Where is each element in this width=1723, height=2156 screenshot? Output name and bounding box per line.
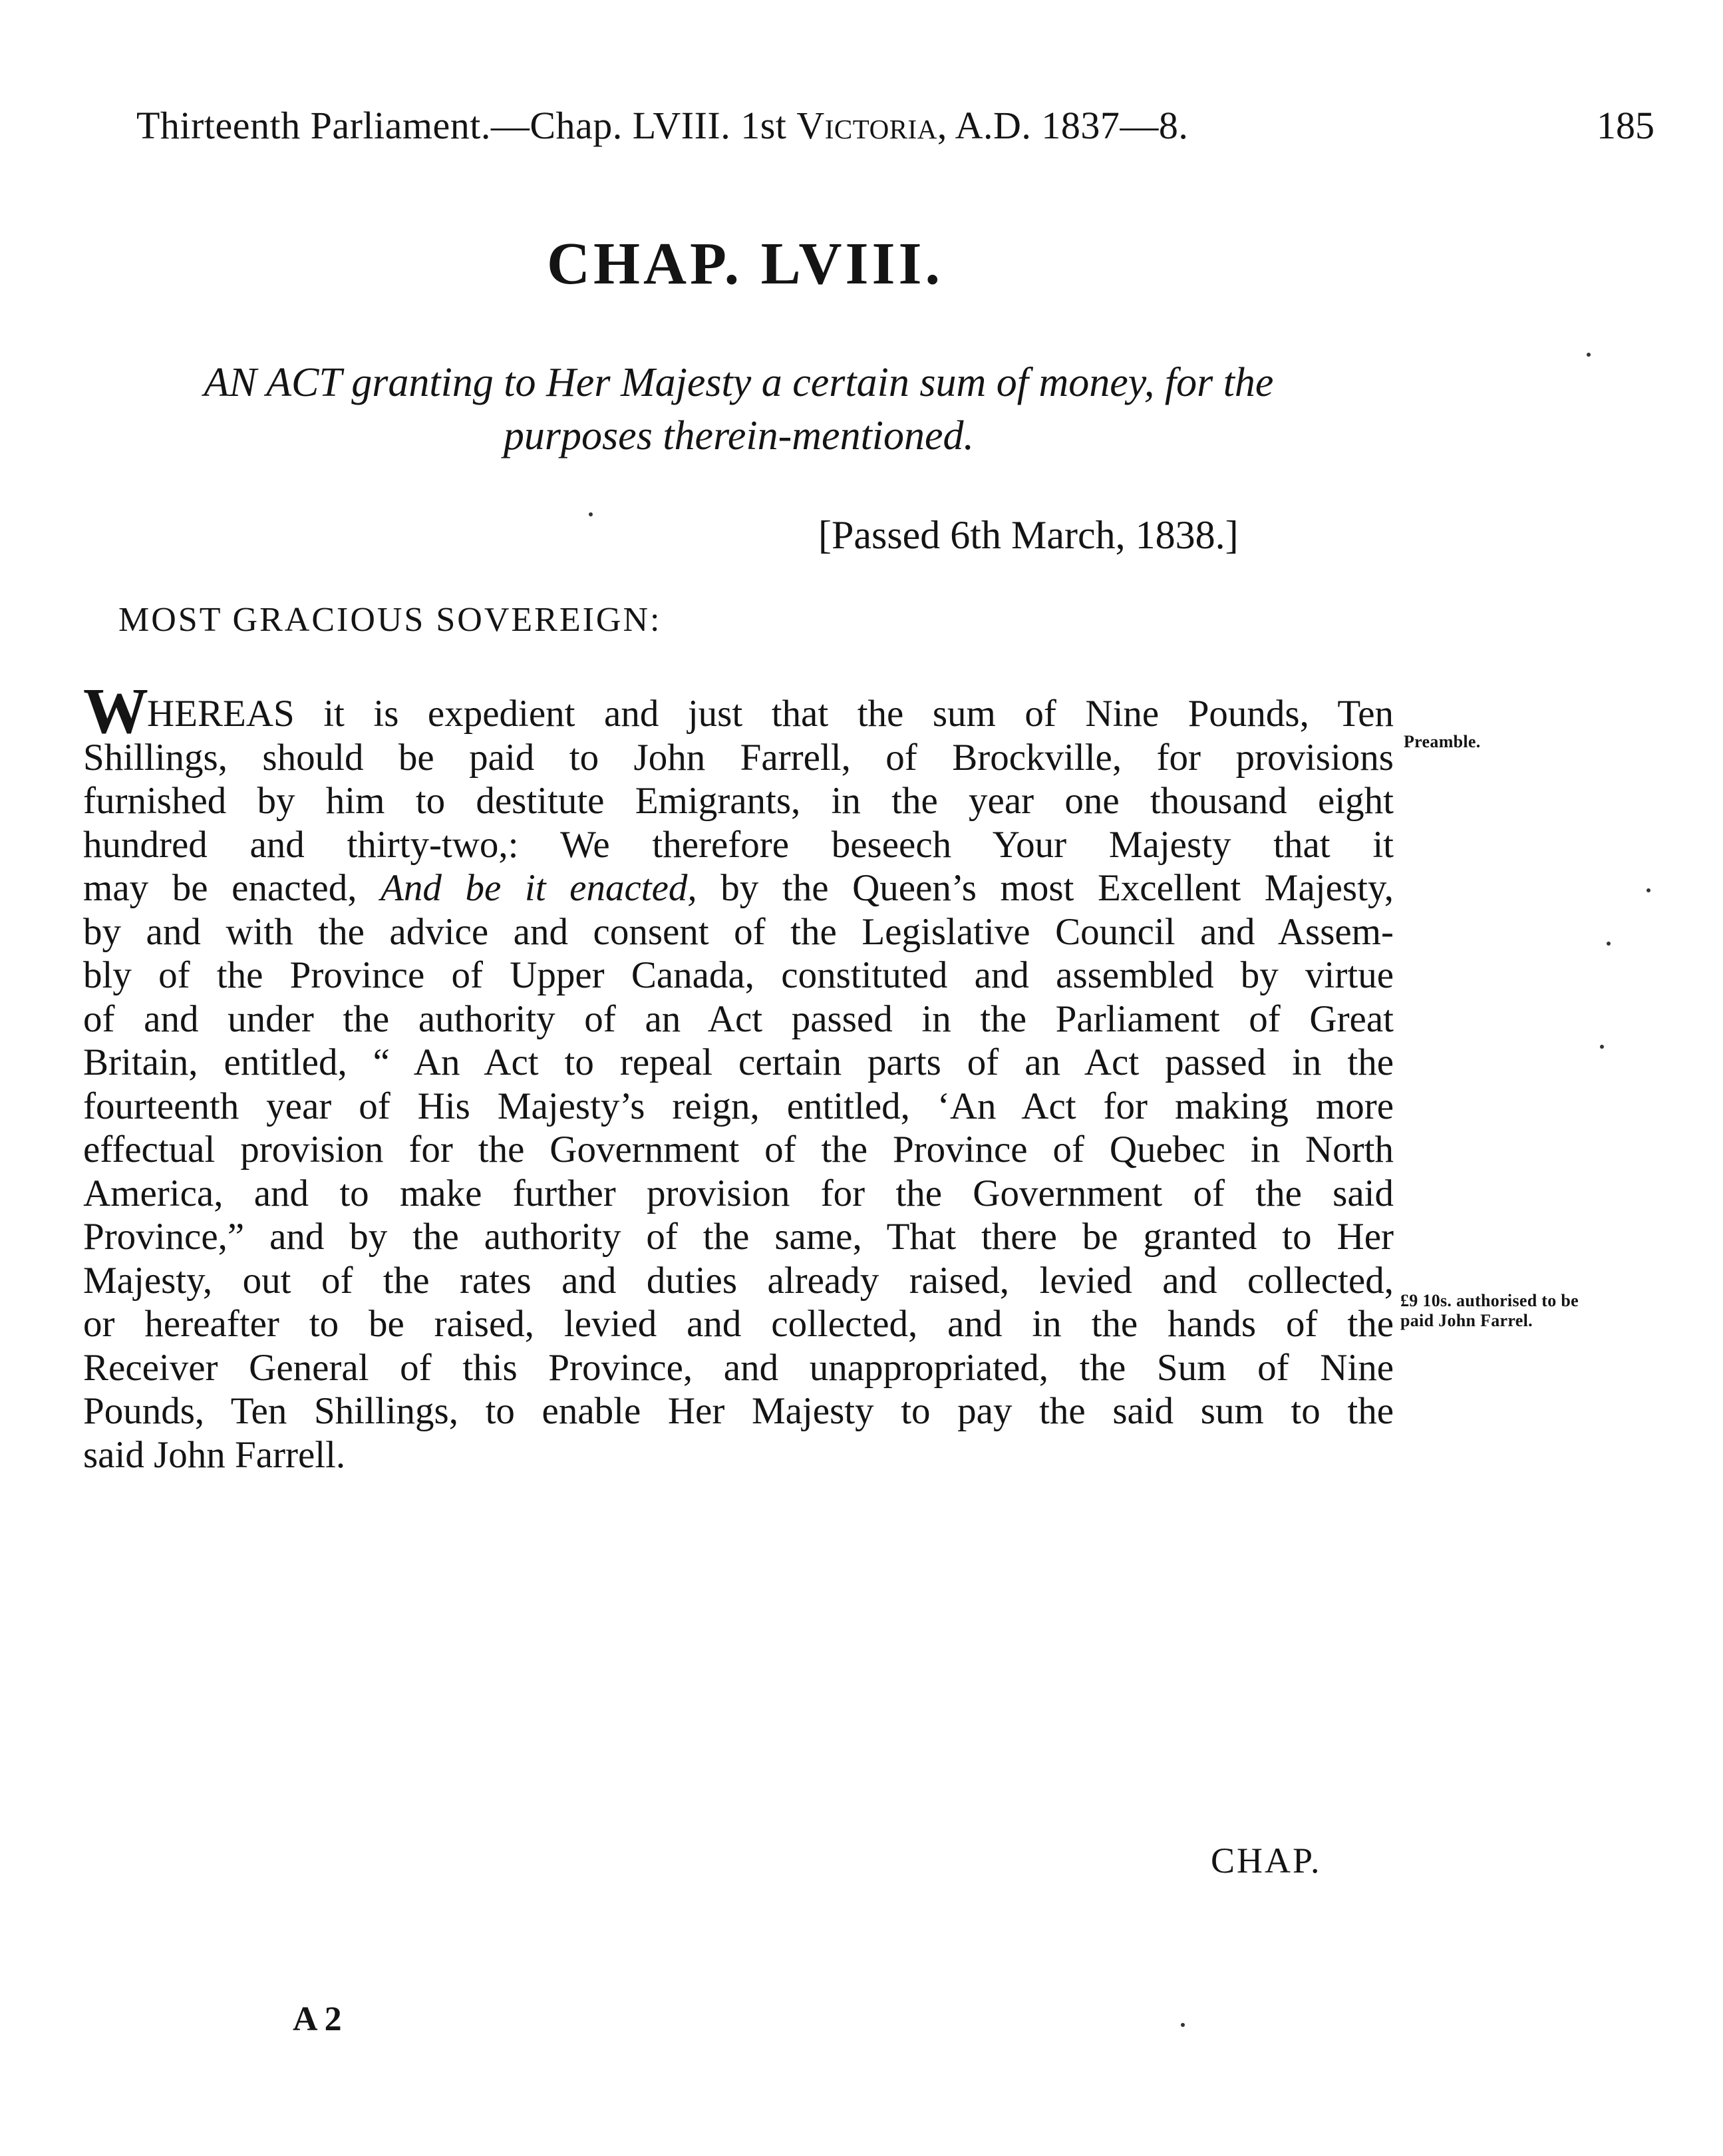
drop-cap: W [83, 675, 147, 747]
body-line: hundred and thirty-two,: We therefore beseech Your Majesty that it [83, 823, 1394, 866]
running-head-reign: Victoria [796, 104, 937, 147]
body-line: bly of the Province of Upper Canada, constituted and assembled by virtue [83, 954, 1394, 996]
scan-speck [1646, 888, 1650, 892]
margin-note-preamble: Preamble. [1404, 732, 1481, 751]
scan-speck [1587, 353, 1591, 357]
scan-speck [589, 512, 593, 516]
body-line: Shillings, should be paid to John Farrell, of Brockville, for provisions [83, 736, 1394, 779]
body-line [83, 866, 1394, 910]
body-line-text: by the Queen’s most Excellent Majesty, [697, 867, 1394, 909]
body-line: or hereafter to be raised, levied and collected, and in the hands of the [83, 1303, 1394, 1345]
act-body [83, 675, 1394, 1477]
body-line: of and under the authority of an Act passed in the Parliament of Great [83, 997, 1394, 1040]
body-line: America, and to make further provision for the Government of the said [83, 1172, 1394, 1214]
chapter-title: CHAP. LVIII. [546, 231, 944, 297]
page-number: 185 [1597, 104, 1654, 147]
act-title-line: AN ACT granting to Her Majesty a certain sum of money, for the [204, 360, 1274, 405]
body-line: Province,” and by the authority of the same, That there be granted to Her [83, 1216, 1394, 1258]
passed-date: [Passed 6th March, 1838.] [818, 513, 1239, 557]
body-line: said John Farrell. [83, 1433, 346, 1476]
salutation: MOST GRACIOUS SOVEREIGN: [118, 601, 662, 639]
body-line: by and with the advice and consent of the Legislative Council and Assem- [83, 910, 1394, 953]
running-head-suffix: , A.D. 1837—8. [937, 104, 1189, 147]
catchword: CHAP. [1211, 1841, 1322, 1881]
body-line: Majesty, out of the rates and duties already raised, levied and collected, [83, 1259, 1394, 1302]
body-line [83, 675, 1394, 747]
scan-speck [1181, 2023, 1185, 2027]
scan-speck [1600, 1045, 1604, 1049]
body-line: Receiver General of this Province, and unappropriated, the Sum of Nine [83, 1346, 1394, 1389]
signature-mark: A 2 [293, 2000, 342, 2038]
body-line-text: may be enacted, [83, 867, 381, 909]
margin-note-payment [1400, 1291, 1579, 1331]
body-line: effectual provision for the Government of the Province of Quebec in North [83, 1129, 1394, 1170]
running-head [136, 103, 1188, 148]
body-line: Pounds, Ten Shillings, to enable Her Majesty to pay the said sum to the [83, 1390, 1394, 1432]
body-line: furnished by him to destitute Emigrants, in the year one thousand eight [83, 780, 1394, 822]
body-line: Britain, entitled, “ An Act to repeal certain parts of an Act passed in the [83, 1041, 1394, 1083]
body-line-text: HEREAS it is expedient and just that the sum of Nine Pounds, Ten [147, 693, 1394, 735]
act-title [85, 356, 1392, 462]
act-title-line: purposes therein-mentioned. [503, 413, 975, 458]
margin-note-line: £9 10s. authorised to be [1400, 1291, 1579, 1310]
body-line: fourteenth year of His Majesty’s reign, entitled, ‘An Act for making more [83, 1085, 1394, 1127]
enacting-clause: And be it enacted, [381, 867, 697, 909]
margin-note-line: paid John Farrel. [1400, 1311, 1533, 1330]
running-head-prefix: Thirteenth Parliament.—Chap. LVIII. 1st [136, 104, 797, 147]
scan-speck [1607, 942, 1611, 946]
